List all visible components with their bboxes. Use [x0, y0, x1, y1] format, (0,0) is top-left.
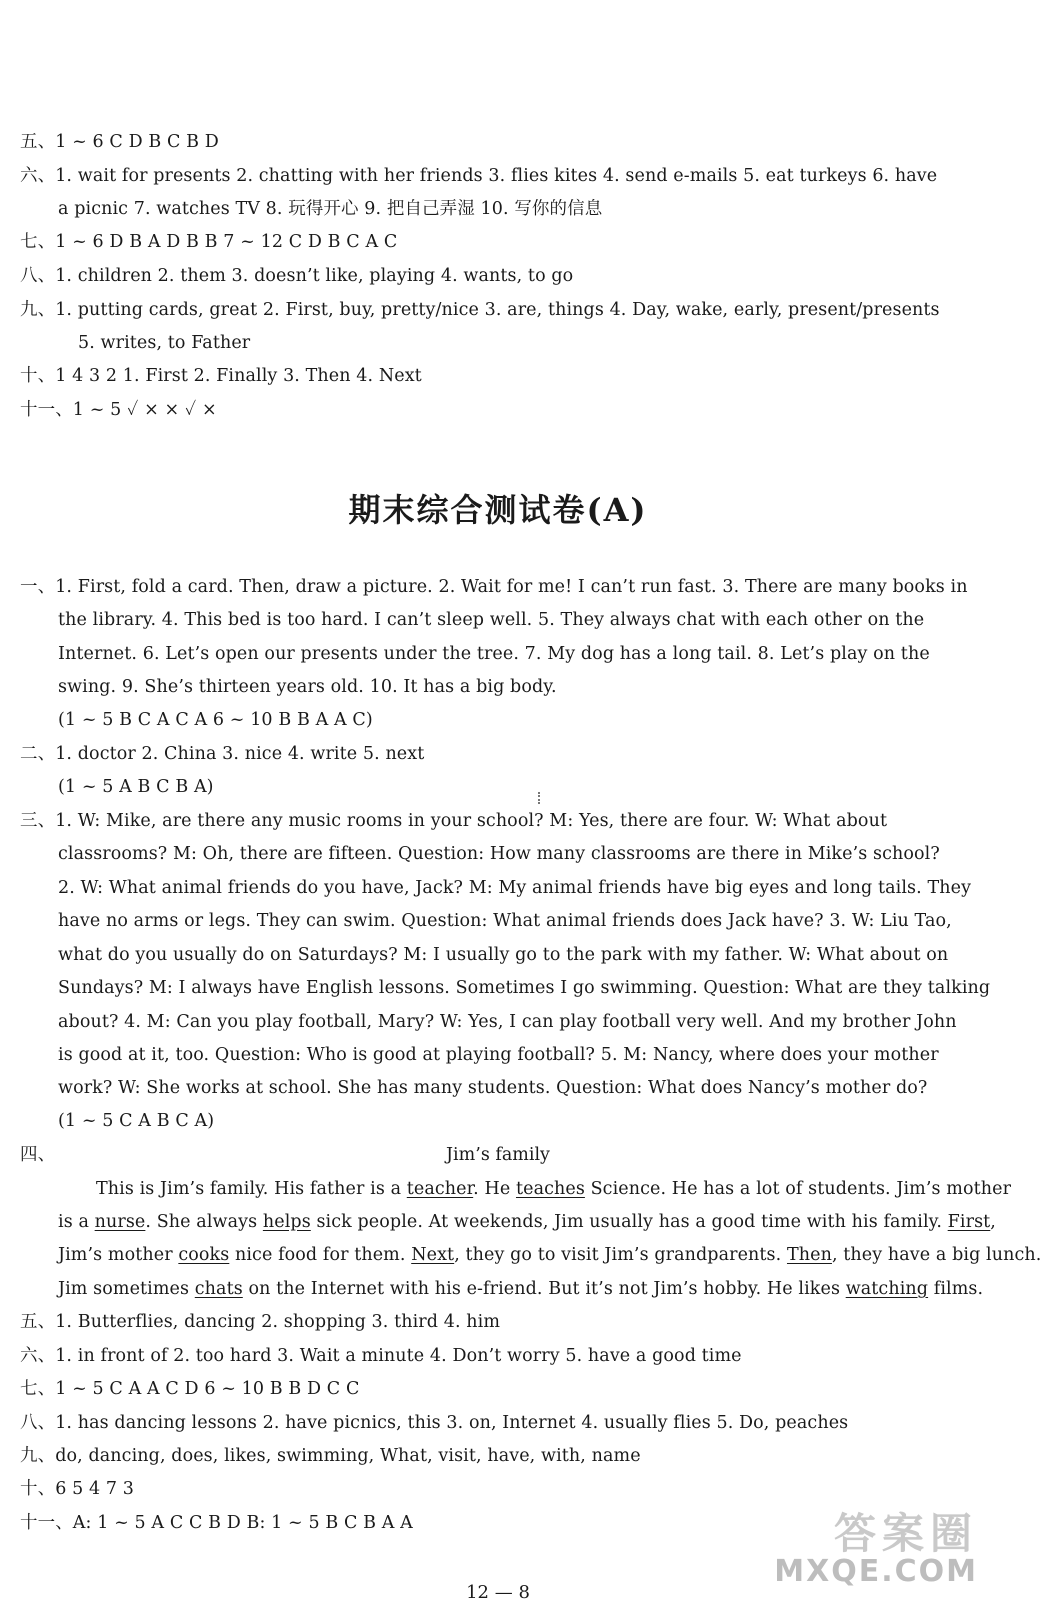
section-1-cont-3: swing. 9. She’s thirteen years old. 10. It has a big body.	[58, 677, 557, 697]
section-3-cont-4: what do you usually do on Saturdays? M: I usually go to the park with my father. W: What about on	[58, 945, 949, 965]
section-1-answers: (1 ~ 5 B C A C A 6 ~ 10 B B A A C)	[58, 710, 373, 730]
section-9-line: 九、do, dancing, does, likes, swimming, What, visit, have, with, name	[20, 1446, 641, 1466]
answer-word: watching	[845, 1279, 929, 1299]
site-watermark	[758, 1510, 978, 1590]
passage-text: , they go to visit Jim’s grandparents.	[454, 1245, 787, 1265]
answer-word: teacher	[406, 1179, 474, 1199]
passage-line-3	[58, 1243, 1041, 1267]
passage-text: Jim sometimes	[58, 1279, 195, 1299]
answer-word: Next	[411, 1245, 455, 1265]
section-2-answers: (1 ~ 5 A B C B A)	[58, 777, 214, 797]
passage-text: This is Jim’s family. His father is a	[96, 1179, 407, 1199]
section-4-label: 四、	[20, 1145, 56, 1165]
section-3-cont-7: is good at it, too. Question: Who is good at playing football? 5. M: Nancy, where does your mother	[58, 1045, 939, 1065]
section-3-answers: (1 ~ 5 C A B C A)	[58, 1111, 215, 1131]
answer-word: chats	[194, 1279, 243, 1299]
answer-line-6: 六、1. wait for presents 2. chatting with her friends 3. flies kites 4. send e-mails 5. eat turkeys 6. have	[20, 166, 938, 186]
section-5-line: 五、1. Butterflies, dancing 2. shopping 3. third 4. him	[20, 1312, 501, 1332]
passage-text: nice food for them.	[229, 1245, 412, 1265]
passage-text: , they have a big lunch.	[831, 1245, 1041, 1265]
passage-text: Jim’s mother	[58, 1245, 179, 1265]
section-1-cont-1: the library. 4. This bed is too hard. I can’t sleep well. 5. They always chat with each other on the	[58, 610, 925, 630]
answer-word: teaches	[515, 1179, 585, 1199]
answer-word: nurse	[94, 1212, 146, 1232]
section-3-cont-5: Sundays? M: I always have English lessons. Sometimes I go swimming. Question: What are they talking	[58, 978, 991, 998]
section-1-cont-2: Internet. 6. Let’s open our presents under the tree. 7. My dog has a long tail. 8. Let’s play on the	[58, 644, 930, 664]
section-10-line: 十、6 5 4 7 3	[20, 1479, 135, 1499]
answer-line-9: 九、1. putting cards, great 2. First, buy, pretty/nice 3. are, things 4. Day, wake, early, present/presents	[20, 300, 940, 320]
passage-line-2	[58, 1210, 996, 1234]
passage-text: on the Internet with his e-friend. But it’s not Jim’s hobby. He likes	[242, 1279, 846, 1299]
passage-text: is a	[58, 1212, 95, 1232]
section-6-line: 六、1. in front of 2. too hard 3. Wait a minute 4. Don’t worry 5. have a good time	[20, 1346, 742, 1366]
answer-word: cooks	[178, 1245, 230, 1265]
section-1-line: 一、1. First, fold a card. Then, draw a picture. 2. Wait for me! I can’t run fast. 3. There are many books in	[20, 577, 968, 597]
answer-word: helps	[262, 1212, 311, 1232]
answer-line-8: 八、1. children 2. them 3. doesn’t like, playing 4. wants, to go	[20, 266, 574, 286]
section-3-cont-1: classrooms? M: Oh, there are fifteen. Question: How many classrooms are there in Mike’s school?	[58, 844, 940, 864]
section-3-cont-8: work? W: She works at school. She has many students. Question: What does Nancy’s mother do?	[58, 1078, 928, 1098]
stray-mark	[538, 792, 543, 804]
passage-text: . She always	[145, 1212, 263, 1232]
passage-line-1	[96, 1177, 1012, 1201]
passage-text: sick people. At weekends, Jim usually has a good time with his family.	[310, 1212, 948, 1232]
passage-text: films.	[928, 1279, 984, 1299]
answer-line-7: 七、1 ~ 6 D B A D B B 7 ~ 12 C D B C A C	[20, 232, 398, 252]
answer-word: First	[947, 1212, 991, 1232]
section-2-line: 二、1. doctor 2. China 3. nice 4. write 5. next	[20, 744, 425, 764]
answer-line-11: 十一、1 ~ 5 ✓ × × ✓ ×	[20, 400, 217, 420]
passage-text: Science. He has a lot of students. Jim’s mother	[584, 1179, 1012, 1199]
answer-line-10: 十、1 4 3 2 1. First 2. Finally 3. Then 4. Next	[20, 366, 422, 386]
section-3-cont-2: 2. W: What animal friends do you have, Jack? M: My animal friends have big eyes and long tails. They	[58, 878, 972, 898]
passage-text: . He	[473, 1179, 516, 1199]
page-title: 期末综合测试卷(A)	[348, 491, 648, 529]
watermark-logo-text: 答案圈	[833, 1509, 978, 1558]
answer-word: Then	[786, 1245, 832, 1265]
section-7-line: 七、1 ~ 5 C A A C D 6 ~ 10 B B D C C	[20, 1379, 360, 1399]
section-11-line: 十一、A: 1 ~ 5 A C C B D B: 1 ~ 5 B C B A A	[20, 1513, 413, 1533]
answer-line-6-cont: a picnic 7. watches TV 8. 玩得开心 9. 把自己弄湿 10. 写你的信息	[58, 199, 603, 219]
section-8-line: 八、1. has dancing lessons 2. have picnics, this 3. on, Internet 4. usually flies 5. Do, peaches	[20, 1413, 849, 1433]
section-3-line: 三、1. W: Mike, are there any music rooms in your school? M: Yes, there are four. W: What about	[20, 811, 888, 831]
passage-line-4	[58, 1277, 984, 1301]
passage-text: ,	[990, 1212, 996, 1232]
page-number: 12 — 8	[466, 1582, 530, 1603]
watermark-url: MXQE.COM	[774, 1554, 978, 1589]
answer-line-9-cont: 5. writes, to Father	[78, 333, 251, 353]
passage-title: Jim’s family	[446, 1145, 550, 1165]
answer-line-5: 五、1 ~ 6 C D B C B D	[20, 132, 219, 152]
section-3-cont-3: have no arms or legs. They can swim. Question: What animal friends does Jack have? 3. W: Liu Tao,	[58, 911, 952, 931]
section-3-cont-6: about? 4. M: Can you play football, Mary? W: Yes, I can play football very well. And my brother John	[58, 1012, 957, 1032]
